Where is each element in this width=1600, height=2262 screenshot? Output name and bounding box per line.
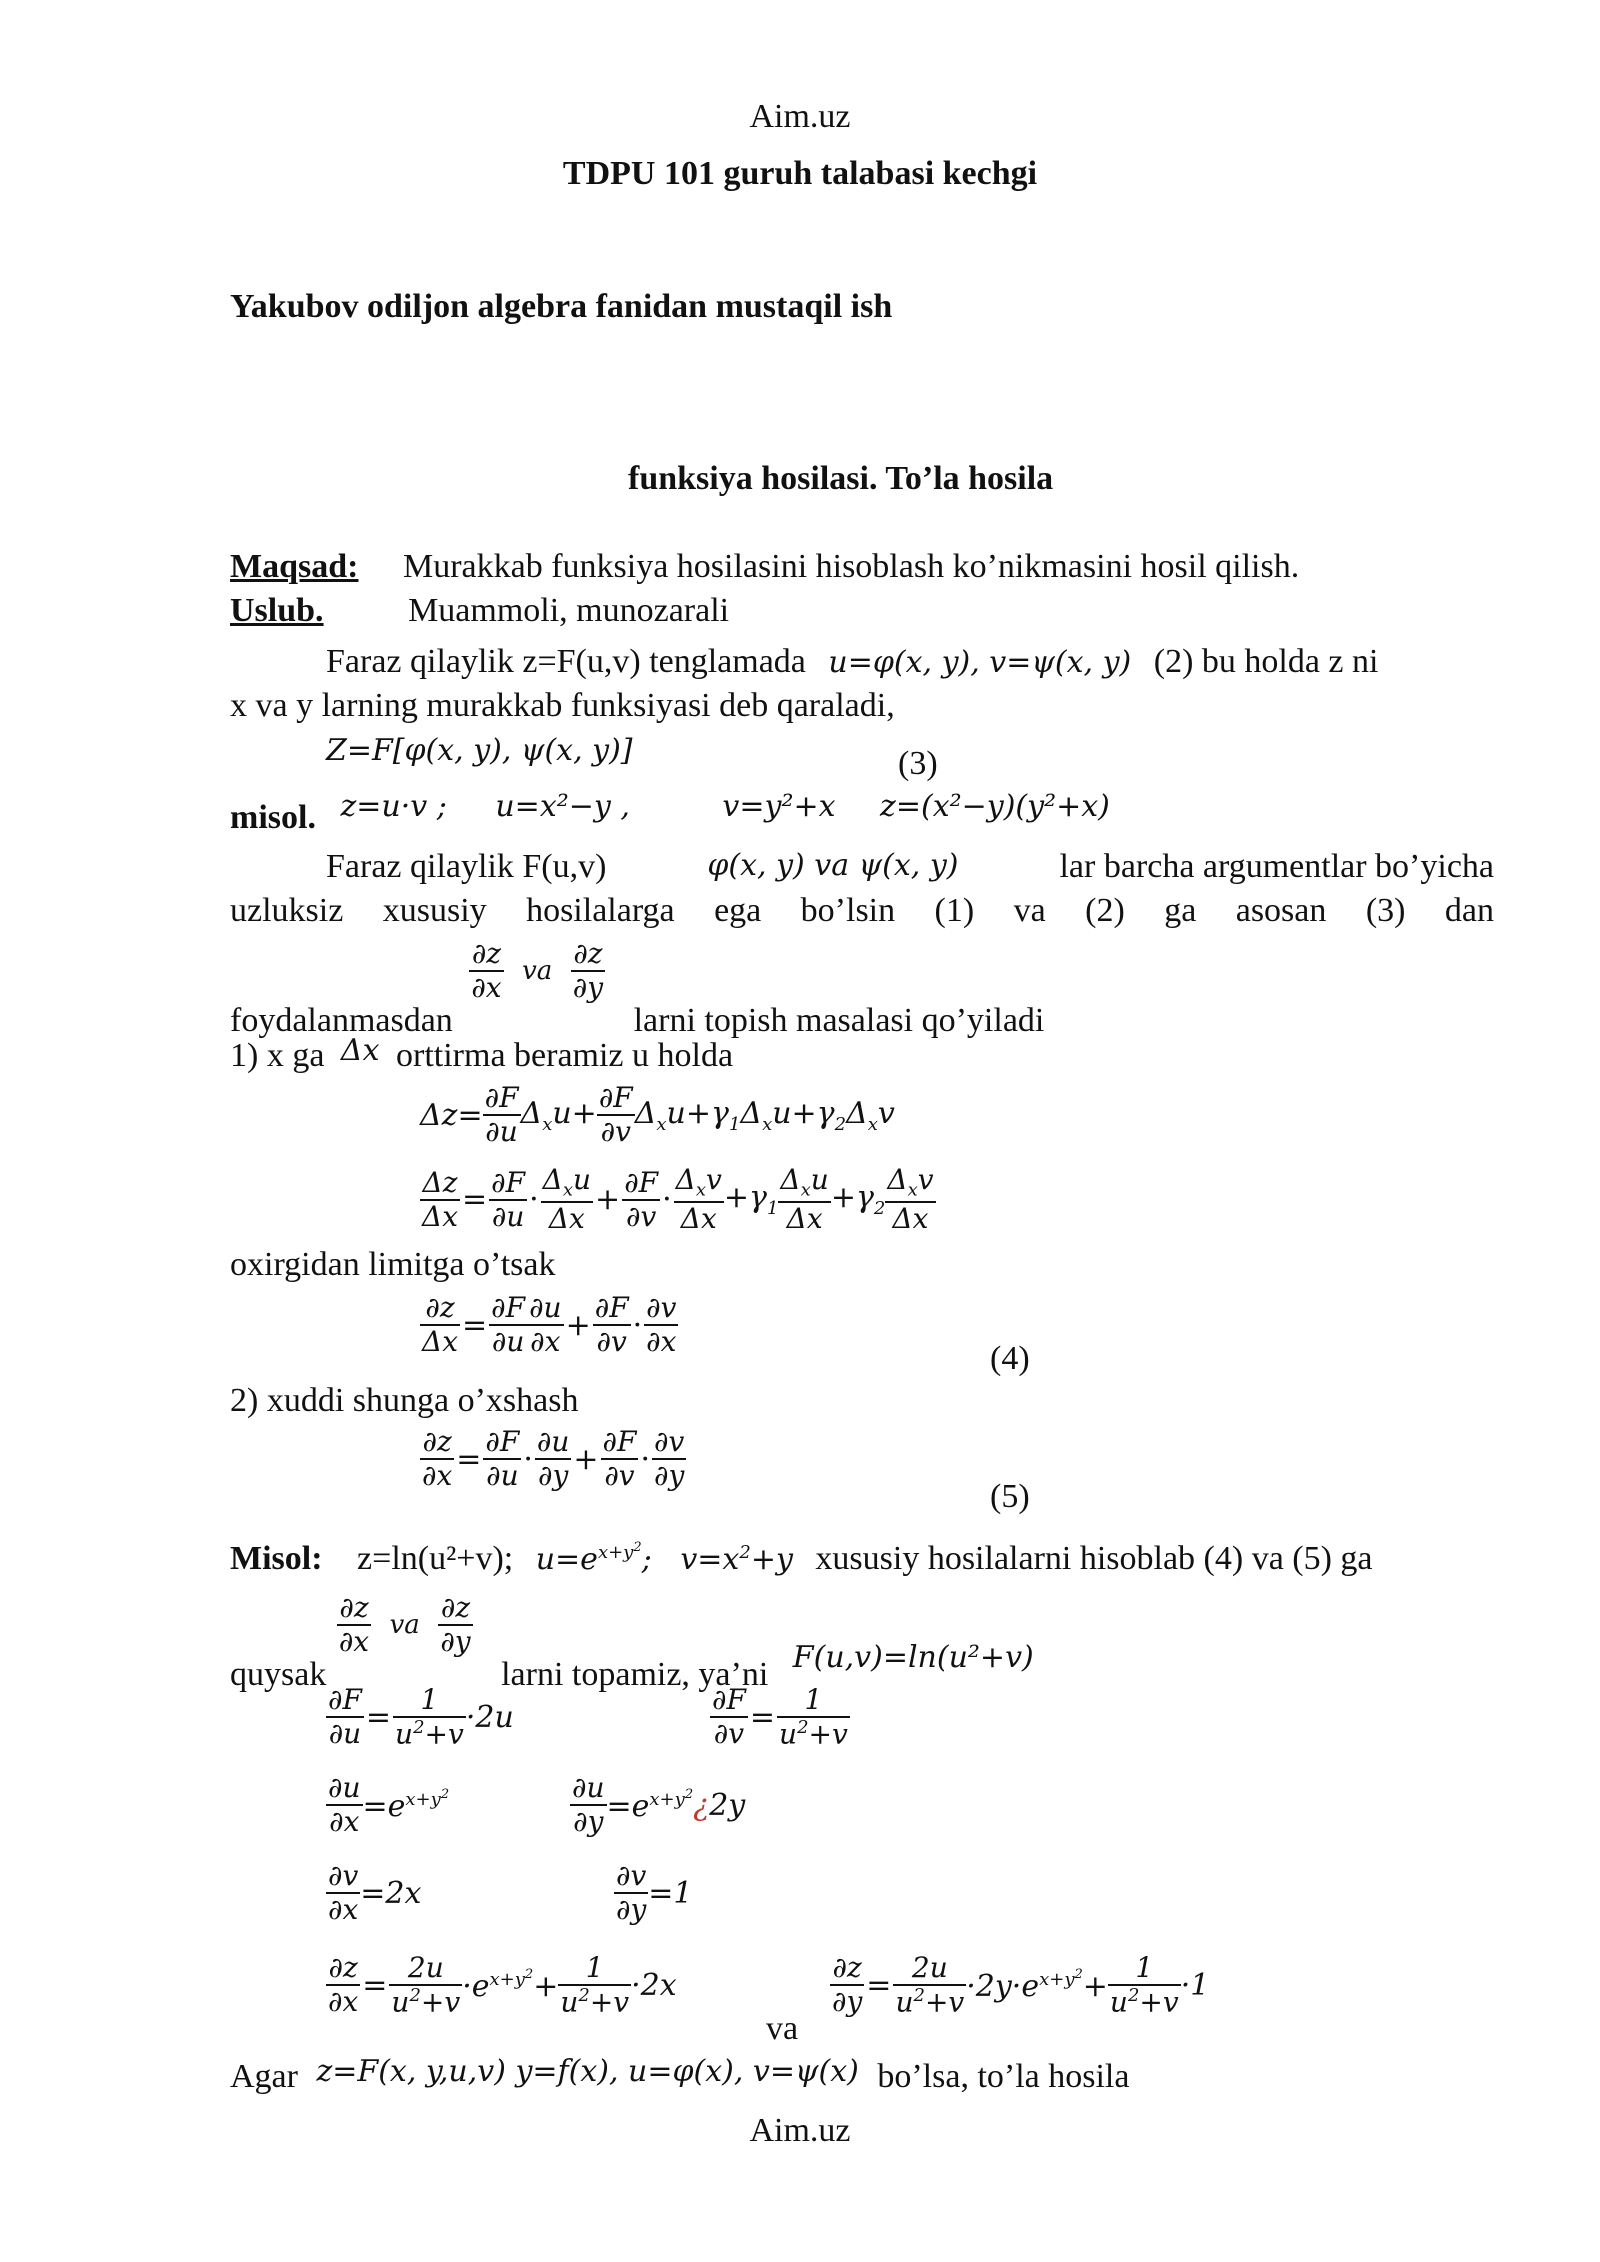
delta-z-equation: Δz= $\frac{\partial F}{\partial u}$ $\Delta_xu+$ $\frac{\partial F}{\partial v}$ $\Delta_xu+\gamma_1\Delta_xu+\gamma_2\Delta_xv$ (420, 1081, 895, 1149)
maqsad-text: Murakkab funksiya hosilasini hisoblash ko’nikmasini hosil qilish. (402, 548, 1300, 585)
document-title: funksiya hosilasi. To’la hosila (628, 460, 1054, 497)
equation-4: $\frac{\partial z}{\Delta x}$ = $\frac{\partial F}{\partial u}$ $\frac{\partial u}{\partial x}$ + $\frac{\partial F}{\partial v}$ · $\frac{\partial v}{\partial x}$ (422, 1291, 677, 1359)
header-title: TDPU 101 guruh talabasi kechgi (562, 155, 1038, 192)
p2-line2-word: uzluksiz (230, 892, 344, 929)
step-1-text-a: 1) x ga (230, 1037, 325, 1074)
maqsad-label: Maqsad: (230, 548, 359, 585)
step-1-delta-x: Δx (340, 1033, 380, 1068)
equation-5-number: (5) (990, 1478, 1030, 1515)
footer-site: Aim.uz (749, 2112, 851, 2149)
misol-2-z: z=ln(u²+v); (357, 1540, 514, 1577)
p2-line2-word: (3) (1365, 892, 1406, 929)
p2-text-d: larni topish masalasi qo’yiladi (633, 1001, 1045, 1039)
agar-line (230, 2054, 1130, 2096)
dF-dv-equation: $\frac{\partial F}{\partial v}$ = $\frac{1}{u^2+v}$ (712, 1683, 848, 1751)
p2-line2-word: (2) (1085, 892, 1125, 929)
misol-1-formula-2: u=x²−y , (495, 789, 630, 824)
paragraph-1-line-1 (326, 643, 1378, 681)
p2-line2-word: ga (1164, 892, 1197, 929)
equation-5: $\frac{\partial z}{\partial x}$ = $\frac{\partial F}{\partial u}$ · $\frac{\partial u}{\partial y}$ + $\frac{\partial F}{\partial v}$ · $\frac{\partial v}{\partial y}$ (422, 1425, 685, 1493)
paragraph-1-line-2: x va y larning murakkab funksiyasi deb qaraladi, (230, 687, 895, 724)
misol-2-va: va (389, 1609, 420, 1640)
step-1-text-b: orttirma beramiz u holda (396, 1037, 734, 1074)
uslub-line (230, 592, 729, 630)
p2-line2-word: dan (1444, 892, 1494, 929)
author-line: Yakubov odiljon algebra fanidan mustaqil ish (230, 288, 893, 325)
paragraph-2-line-3 (230, 937, 1045, 1039)
agar-text-a: Agar (230, 2058, 298, 2095)
fraction-dz-dy: $\frac{\partial z}{\partial y}$ (572, 937, 604, 1005)
agar-text-b: bo’lsa, to’la hosila (877, 2058, 1130, 2095)
dv-dx-equation: $\frac{\partial v}{\partial x}$ =2x (328, 1859, 422, 1927)
dz-dy-result: $\frac{\partial z}{\partial y}$ = $\frac{2u}{u^2+v}$ $\cdot 2y\cdot e^{x+y^2}+$ $\frac{1}{u^2+v}$ ·1 (832, 1951, 1210, 2019)
misol-2-text-c: quysak (230, 1655, 327, 1693)
p2-line2-word: hosilalarga (526, 892, 675, 929)
step-2-text: 2) xuddi shunga o’xshash (230, 1382, 579, 1419)
du-dy-equation: $\frac{\partial u}{\partial y}$ $=e^{x+y^2}$ ¿ 2y (572, 1771, 746, 1839)
p2-line2-word: bo’lsin (800, 892, 896, 929)
paragraph-2-line-2 (230, 892, 1494, 930)
delta-quotient-equation: $\frac{\Delta z}{\Delta x}$ = $\frac{\partial F}{\partial u}$ · $\frac{\Delta_xu}{\Delta x}$ + $\frac{\partial F}{\partial v}$ · $\frac{\Delta_xv}{\Delta x}$ $+\gamma_1$ $\frac{\Delta_xu}{\Delta x}$ $+\gamma_2$ $\frac{\Delta_xv}{\Delta x}$ (422, 1163, 934, 1236)
misol-1-formula-3: v=y²+x (722, 789, 836, 824)
p2-line2-word: va (1013, 892, 1046, 929)
p1-text-a: Faraz qilaylik z=F(u,v) tenglamada (326, 643, 806, 680)
misol-1-formula-4: z=(x²−y)(y²+x) (880, 789, 1110, 824)
paragraph-2-line-1 (326, 848, 1494, 886)
misol-1-line (230, 787, 1110, 836)
uslub-text: Muammoli, munozarali (408, 592, 730, 629)
equation-3-number: (3) (898, 745, 938, 782)
va-word: va (766, 2010, 799, 2047)
fraction-dz-dx: $\frac{\partial z}{\partial x}$ (471, 937, 502, 1005)
maqsad-line (230, 548, 1299, 586)
p2-text-a: Faraz qilaylik F(u,v) (326, 848, 607, 885)
dv-dy-equation: $\frac{\partial v}{\partial y}$ =1 (616, 1859, 693, 1927)
header-site: Aim.uz (749, 98, 851, 135)
step-1-line (230, 1033, 734, 1075)
dF-du-equation: $\frac{\partial F}{\partial u}$ = $\frac{1}{u^2+v}$ ·2u (328, 1683, 514, 1751)
p2-formula: φ(x, y) va ψ(x, y) (707, 848, 959, 883)
misol-2-label: Misol: (230, 1540, 323, 1577)
misol-2-text-d: larni topamiz, ya’ni (501, 1655, 769, 1693)
misol-2-text-b: xususiy hosilalarni hisoblab (4) va (5) ga (815, 1540, 1373, 1577)
p2-line2-word: asosan (1235, 892, 1327, 929)
equation-3: Z=F[φ(x, y), ψ(x, y)] (326, 733, 633, 768)
p2-line2-word: (1) (934, 892, 975, 929)
p2-line2-word: xususiy (382, 892, 487, 929)
limit-text: oxirgidan limitga o’tsak (230, 1246, 556, 1283)
p1-formula: u=φ(x, y), v=ψ(x, y) (828, 645, 1132, 680)
uslub-label: Uslub. (230, 592, 324, 629)
misol-2-F: F(u,v)=ln(u²+v) (792, 1639, 1034, 1675)
agar-formula: z=F(x, y,u,v) y=f(x), u=φ(x), v=ψ(x) (316, 2054, 859, 2089)
p2-text-c: foydalanmasdan (230, 1001, 453, 1039)
misol-2-line: Misol: z=ln(u²+v); $u=e^{x+y^2}$; $v=x^2+y$ xususiy hosilalarni hisoblab (4) va (5) ga (230, 1540, 1373, 1577)
p2-line2-word: ega (714, 892, 762, 929)
misol-1-formula-1: z=u·v ; (340, 789, 447, 824)
p1-text-b: (2) bu holda z ni (1153, 643, 1379, 680)
p2-va: va (522, 955, 553, 986)
misol-1-label: misol. (230, 799, 316, 836)
misol-2-line-2: quysak $\frac{\partial z}{\partial x}$ va $\frac{\partial z}{\partial y}$ larni topamiz, ya’ni F(u,v)=ln(u²+v) (230, 1591, 1034, 1693)
p2-text-b: lar barcha argumentlar bo’yicha (1059, 848, 1494, 885)
dz-dx-result: $\frac{\partial z}{\partial x}$ = $\frac{2u}{u^2+v}$ $\cdot e^{x+y^2}+$ $\frac{1}{u^2+v}$ ·2x (328, 1951, 677, 2019)
du-dx-equation: $\frac{\partial u}{\partial x}$ $=e^{x+y^2}$ (328, 1771, 450, 1839)
equation-4-number: (4) (990, 1340, 1030, 1377)
